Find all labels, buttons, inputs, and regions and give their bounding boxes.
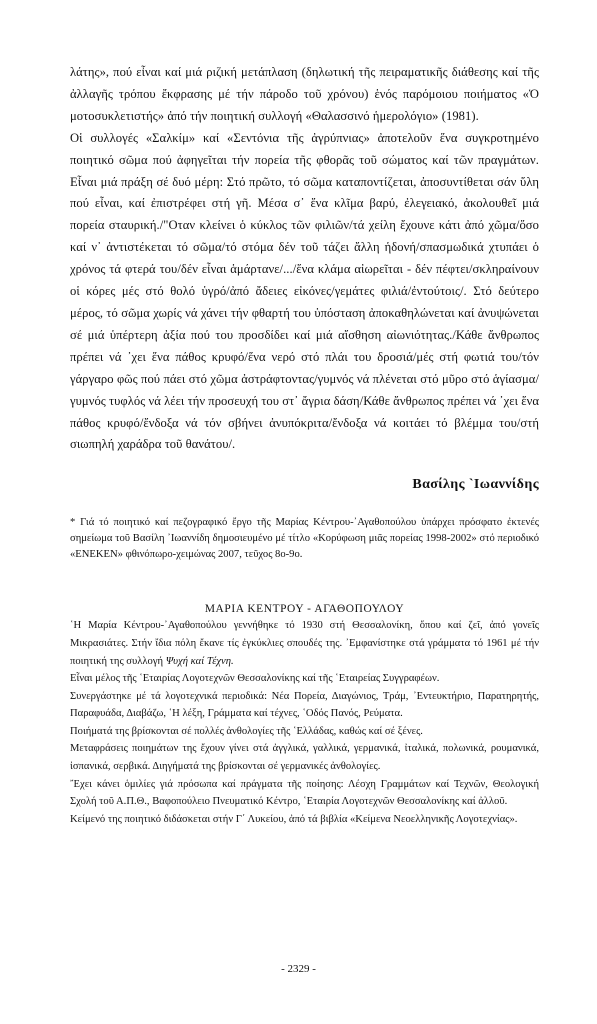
bio-paragraph-1: Εἶναι μέλος τῆς ῾Εταιρίας Λογοτεχνῶν Θεσσαλονίκης καί τῆς ῾Εταιρείας Συγγραφέων. [70, 673, 440, 685]
bio-paragraph-5: ῎Εχει κάνει ὁμιλίες γιά πρόσωπα καί πράγματα τῆς ποίησης: Λέσχη Γραμμάτων καί Τεχνῶν, Θεολογική Σχολή τοῦ Α.Π.Θ., Βαφοπούλειο Πνευματικό Κέντρο, ῾Εταιρία Λογοτεχνῶν Θεσσαλονίκης καί ἀλλοῦ. [70, 778, 539, 808]
page-number: - 2329 - [281, 963, 316, 975]
bio-title: ΜΑΡΙΑ ΚΕΝΤΡΟΥ - ΑΓΑΘΟΠΟΥΛΟΥ [204, 603, 405, 616]
bio-paragraph-4: Μεταφράσεις ποιημάτων της ἔχουν γίνει στά ἀγγλικά, γαλλικά, γερμανικά, ἰταλικά, πολωνικά, ρουμανικά, ἰσπανικά, σερβικά. Διηγήματά της βρίσκονται σέ γερμανικές ἀνθολογίες. [70, 743, 539, 773]
author-signature: Βασίλης `Ιωαννίδης [412, 477, 539, 493]
bio-paragraph-3: Ποιήματά της βρίσκονται σέ πολλές ἀνθολογίες τῆς ῾Ελλάδας, καθώς καί σέ ξένες. [70, 725, 423, 737]
bio-intro-book-title: Ψυχή καί Τέχνη. [165, 655, 234, 667]
bio-paragraph-6: Κείμενό της ποιητικό διδάσκεται στήν Γ΄ Λυκείου, ἀπό τά βιβλία «Κείμενα Νεοελληνικῆς Λογοτεχνίας». [70, 813, 518, 825]
bio-paragraph-2: Συνεργάστηκε μέ τά λογοτεχνικά περιοδικά: Νέα Πορεία, Διαγώνιος, Τράμ, ᾽Εντευκτήριο, Παρατηρητής, Παραφυάδα, Διαβάζω, ῾Η λέξη, Γράμματα καί τέχνες, ῾Οδός Πανός, Ρεύματα. [70, 690, 539, 720]
essay-paragraph-1: λάτης», πού εἶναι καί μιά ριζική μετάπλαση (δηλωτική τῆς πειραματικῆς διάθεσης καί τῆς ἀλλαγῆς τρόπου ἔκφρασης μέ τήν πάροδο τοῦ χρόνου) ἑνός παρόμοιου ποιήματος «Ὁ μοτοσυκλετιστής» ἀπό τήν ποιητική συλλογή «Θαλασσινό ἡμερολόγιο» (1981). [70, 65, 539, 123]
essay-paragraph-2: Οἱ συλλογές «Σαλκίμ» καί «Σεντόνια τῆς ἀγρύπνιας» ἀποτελοῦν ἕνα συγκροτημένο ποιητικό σῶμα πού ἀφηγεῖται τήν πορεία τῆς φθορᾶς τοῦ σώματος καί τῶν πραγμάτων. Εἶναι μιά πράξη σέ δυό μέρη: Στό πρῶτο, τό σῶμα καταποντίζεται, ἀποσυντίθεται σάν ὕλη πού εἶναι, καί ἐπιστρέφει στή γῆ. Μέσα σ᾽ ἕνα κλῖμα βαρύ, ἐλεγειακό, ἀκολουθεῖ μιά πορεία σταυρική./"Οταν κλείνει ὁ κύκλος τῶν φιλιῶν/τά χείλη ἔχουνε κάτι ἀπό χῶμα/ὅσο καί ν᾽ ἀντιστέκεται τό σῶμα/τό στόμα δέν τοῦ τάζει ἄλλη ἡδονή/σπασμωδικά χτυπάει ὁ χρόνος τά φτερά του/δέν εἶναι ἁμάρτανε/.../ἕνα κλάμα αἰωρεῖται - δέν πέφτει/σκληραίνουν οἱ κόρες μές στό θολό ὑγρό/ἀπό ἄδειες εἰκόνες/γεμάτες φιλιά/ἐντούτοις/. Στό δεύτερο μέρος, τό σῶμα χωρίς νά χάνει τήν φθαρτή του ὑπόσταση ἀποκαθηλώνεται καί ἀνυψώνεται σέ μιά ὑπέρτερη ἀξία πού του προσδίδει καί μιά αἴσθηση αἰωνιότητας./Κάθε ἄνθρωπος πρέπει νά ᾽χει ἕνα πάθος κρυφό/ἕνα νερό στό πλάι του δροσιά/μές στή φωτιά του/τόν γάργαρο φῶς πού πάει στό χῶμα ἀστράφτοντας/γυμνός νά πλένεται στό μῦρο στό ἁγίασμα/γυμνός τυφλός νά λέει τήν προσευχή του στ᾽ ἄγρια δάση/Κάθε ἄνθρωπος πρέπει νά ᾽χει ἕνα πάθος κρυφό/ἔνδοξα νά τόν σβήνει ἀνυπόκριτα/ἔνδοξα νά κοιτάει τό βλέμμα του/στή σιωπηλή χαράδρα τοῦ θανάτου/. [70, 130, 539, 452]
footnote: * Γιά τό ποιητικό καί πεζογραφικό ἔργο τῆς Μαρίας Κέντρου-᾽Αγαθοπούλου ὑπάρχει πρόσφατο ἐκτενές σημείωμα τοῦ Βασίλη ᾽Ιωαννίδη δημοσιευμένο μέ τίτλο «Κορύφωση μιᾶς πορείας 1998-2002» στό περιοδικό «ΕΝΕΚΕΝ» φθινόπωρο-χειμώνας 2007, τεῦχος 8ο-9ο. [70, 517, 539, 561]
bio-intro [70, 617, 539, 670]
bio-section [70, 617, 539, 828]
page-content [70, 62, 539, 828]
bio-intro-text: ῾Η Μαρία Κέντρου-᾽Αγαθοπούλου γεννήθηκε τό 1930 στή Θεσσαλονίκη, ὅπου καί ζεῖ, ἀπό γονεῖς Μικρασιάτες. Στήν ἴδια πόλη ἔκανε τίς ἐγκύκλιες σπουδές της. ᾽Εμφανίστηκε στά γράμματα τό 1961 μέ τήν ποιητική της συλλογή [70, 620, 539, 667]
essay-body [70, 62, 539, 456]
